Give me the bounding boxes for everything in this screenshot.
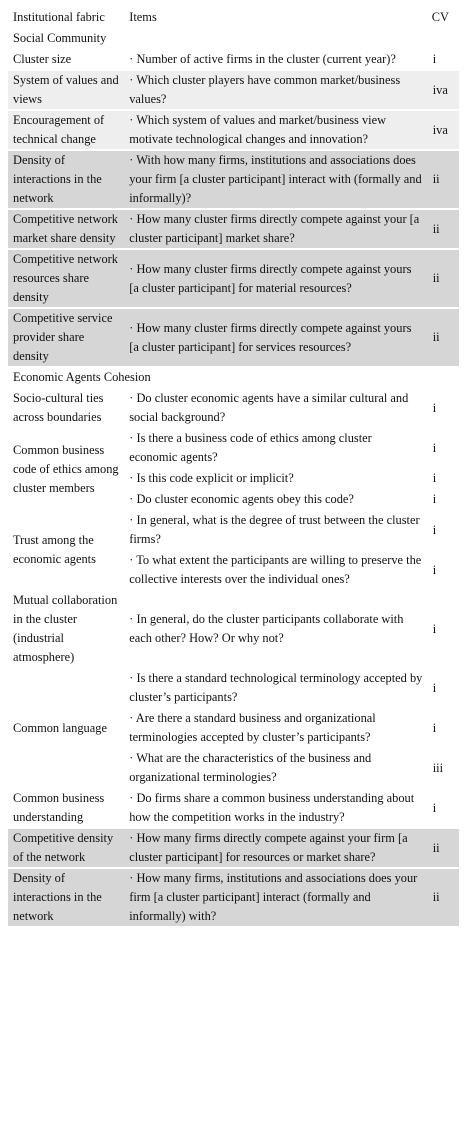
item-question-cell: · How many firms, institutions and associations does your firm [a cluster participant] interact (formally and informally) with? — [124, 869, 426, 926]
item-question-cell: · Do firms share a common business understanding about how the competition works in the industry? — [129, 791, 415, 824]
cv-cell: ii — [427, 250, 459, 307]
table-row — [8, 151, 459, 208]
item-question-cell: · Which system of values and market/business view motivate technological changes and innovation? — [124, 111, 426, 149]
header-institutional-fabric: Institutional fabric — [13, 10, 105, 24]
cv-cell: i — [432, 440, 437, 455]
item-question-cell: · In general, do the cluster participants collaborate with each other? How? Or why not? — [129, 612, 404, 645]
cv-cell: ii — [427, 309, 459, 366]
cv-cell: i — [432, 621, 437, 636]
criterion-cell: System of values and views — [8, 71, 124, 109]
table-body — [8, 6, 459, 926]
table-row — [8, 111, 459, 149]
header-cv: CV — [431, 10, 449, 24]
cv-cell: iii — [432, 760, 444, 775]
item-question-cell: · How many cluster firms directly compete against yours [a cluster participant] for services resources? — [124, 309, 426, 366]
table-header-row — [8, 6, 459, 27]
table-row — [8, 250, 459, 307]
section-row-social-community — [8, 29, 459, 48]
cv-cell: i — [432, 680, 437, 695]
header-items: Items — [129, 10, 157, 24]
criterion-cell: Competitive density of the network — [8, 829, 124, 867]
criterion-cell: Common language — [13, 720, 107, 735]
section-row-economic-agents-cohesion — [8, 368, 459, 387]
cv-cell: iva — [427, 111, 459, 149]
cv-cell: i — [432, 800, 437, 815]
cv-cell: i — [432, 400, 437, 415]
item-question-cell: · In general, what is the degree of trust between the cluster firms? — [129, 513, 420, 546]
criterion-cell: Socio-cultural ties across boundaries — [13, 391, 104, 424]
section-title-economic-agents-cohesion: Economic Agents Cohesion — [13, 370, 151, 384]
institutional-fabric-table — [8, 4, 459, 928]
criterion-cell: Cluster size — [13, 52, 72, 66]
criterion-cell: Common business understanding — [13, 791, 105, 824]
cv-cell: i — [432, 720, 437, 735]
table-row — [8, 50, 459, 69]
table-row — [8, 210, 459, 248]
table-row — [8, 789, 459, 827]
cv-cell: i — [432, 52, 437, 66]
cv-cell: ii — [427, 210, 459, 248]
item-question-cell: · How many cluster firms directly compete against your [a cluster participant] market share? — [124, 210, 426, 248]
table-row — [8, 309, 459, 366]
item-question-cell: · Do cluster economic agents have a similar cultural and social background? — [129, 391, 409, 424]
item-question-cell: · How many cluster firms directly compete against yours [a cluster participant] for material resources? — [124, 250, 426, 307]
table-row — [8, 669, 459, 707]
item-question-cell: · Number of active firms in the cluster (current year)? — [129, 52, 396, 66]
criterion-cell: Competitive network resources share density — [8, 250, 124, 307]
item-question-cell: · How many firms directly compete against your firm [a cluster participant] for resources or market share? — [124, 829, 426, 867]
item-question-cell: · Which cluster players have common market/business values? — [124, 71, 426, 109]
cv-cell: ii — [427, 829, 459, 867]
cv-cell: ii — [427, 869, 459, 926]
criterion-cell: Competitive service provider share density — [8, 309, 124, 366]
item-question-cell: · To what extent the participants are willing to preserve the collective interests over the individual ones? — [129, 553, 422, 586]
item-question-cell: · Is there a business code of ethics among cluster economic agents? — [129, 431, 372, 464]
item-question-cell: · Are there a standard business and organizational terminologies accepted by cluster’s participants? — [129, 711, 376, 744]
cv-cell: i — [432, 492, 437, 506]
criterion-cell: Mutual collaboration in the cluster (industrial atmosphere) — [13, 593, 118, 664]
item-question-cell: · With how many firms, institutions and associations does your firm [a cluster participant] interact with (formally and informally)? — [124, 151, 426, 208]
criterion-cell: Trust among the economic agents — [13, 533, 96, 566]
item-question-cell: · What are the characteristics of the business and organizational terminologies? — [129, 751, 372, 784]
table-row — [8, 511, 459, 549]
table-row — [8, 429, 459, 467]
table-row — [8, 591, 459, 667]
criterion-cell: Common business code of ethics among cluster members — [13, 442, 119, 495]
cv-cell: ii — [427, 151, 459, 208]
section-title-social-community: Social Community — [13, 31, 107, 45]
table-row — [8, 869, 459, 926]
cv-cell: i — [432, 522, 437, 537]
criterion-cell: Competitive network market share density — [8, 210, 124, 248]
cv-cell: i — [432, 471, 437, 485]
criterion-cell: Density of interactions in the network — [8, 869, 124, 926]
criterion-cell: Encouragement of technical change — [8, 111, 124, 149]
criterion-cell: Density of interactions in the network — [8, 151, 124, 208]
table-row — [8, 71, 459, 109]
cv-cell: i — [432, 562, 437, 577]
item-question-cell: · Is this code explicit or implicit? — [129, 471, 294, 485]
cv-cell: iva — [427, 71, 459, 109]
item-question-cell: · Is there a standard technological terminology accepted by cluster’s participants? — [129, 671, 423, 704]
item-question-cell: · Do cluster economic agents obey this code? — [129, 492, 354, 506]
table-row — [8, 829, 459, 867]
table-row — [8, 389, 459, 427]
